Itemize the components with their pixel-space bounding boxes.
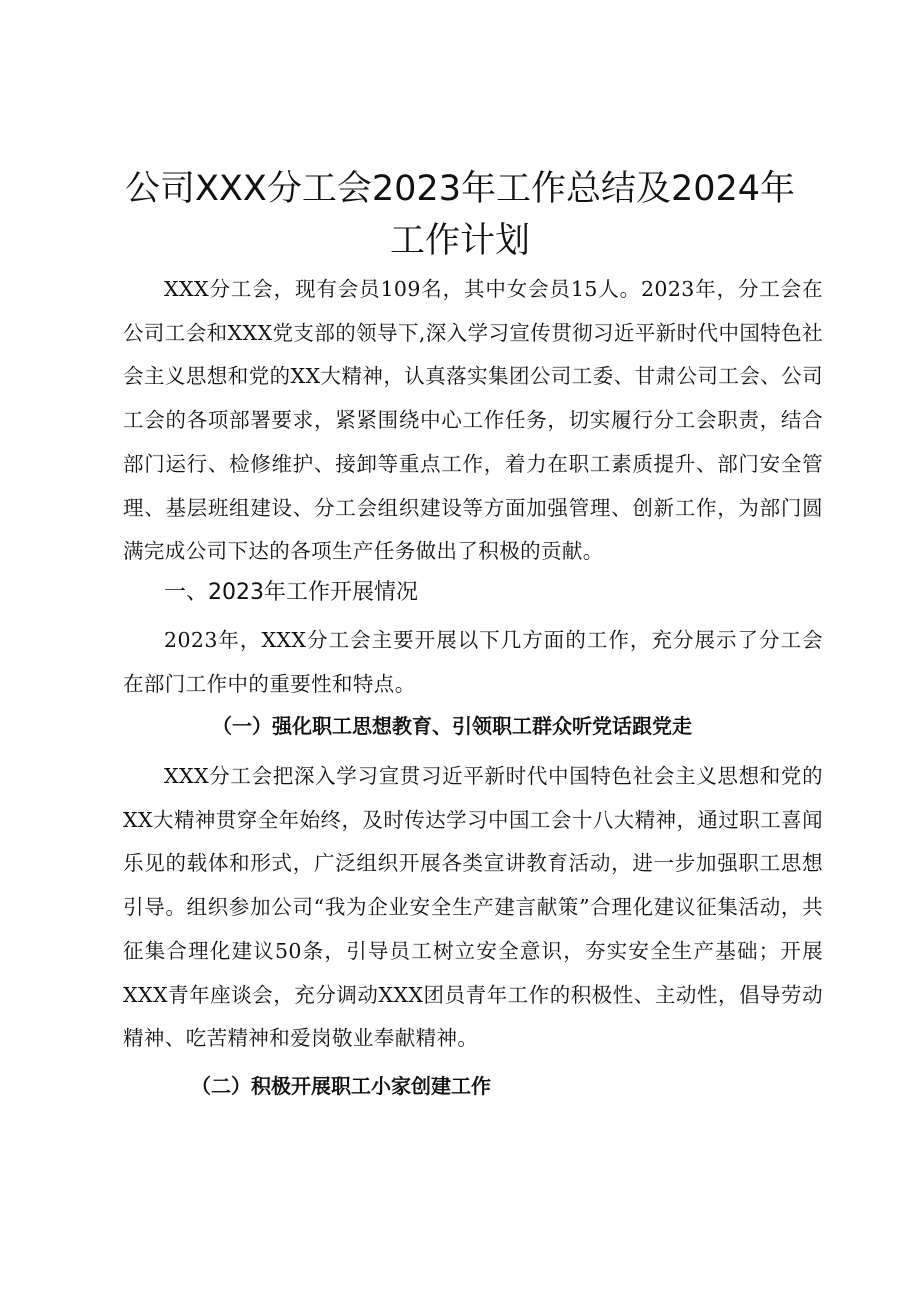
section-1-intro-paragraph: 2023年，XXX分工会主要开展以下几方面的工作，充分展示了分工会在部门工作中的重要性和特点。 — [123, 628, 823, 696]
section-1-heading: 一、2023年工作开展情况 — [164, 580, 418, 605]
document-title-line-2: 工作计划 — [389, 221, 530, 261]
subsection-1-heading: （一）强化职工思想教育、引领职工群众听党话跟党走 — [212, 714, 692, 738]
subsection-1-body-paragraph: XXX分工会把深入学习宣贯习近平新时代中国特色社会主义思想和党的XX大精神贯穿全年始终，及时传达学习中国工会十八大精神，通过职工喜闻乐见的载体和形式，广泛组织开展各类宣讲教育活动，进一步加强职工思想引导。组织参加公司“我为企业安全生产建言献策”合理化建议征集活动，共征集合理化建议50条，引导员工树立安全意识，夯实安全生产基础；开展XXX青年座谈会，充分调动XXX团员青年工作的积极性、主动性，倡导劳动精神、吃苦精神和爱岗敬业奉献精神。 — [123, 764, 823, 1051]
intro-paragraph: XXX分工会，现有会员109名，其中女会员15人。2023年，分工会在公司工会和XXX党支部的领导下,深入学习宣传贯彻习近平新时代中国特色社会主义思想和党的XX大精神，认真落实集团公司工委、甘肃公司工会、公司工会的各项部署要求，紧紧围绕中心工作任务，切实履行分工会职责，结合部门运行、检修维护、接卸等重点工作，着力在职工素质提升、部门安全管理、基层班组建设、分工会组织建设等方面加强管理、创新工作，为部门圆满完成公司下达的各项生产任务做出了积极的贡献。 — [123, 277, 823, 564]
subsection-2-heading: （二）积极开展职工小家创建工作 — [191, 1074, 491, 1098]
document-title-line-1: 公司XXX分工会2023年工作总结及2024年 — [124, 169, 796, 209]
